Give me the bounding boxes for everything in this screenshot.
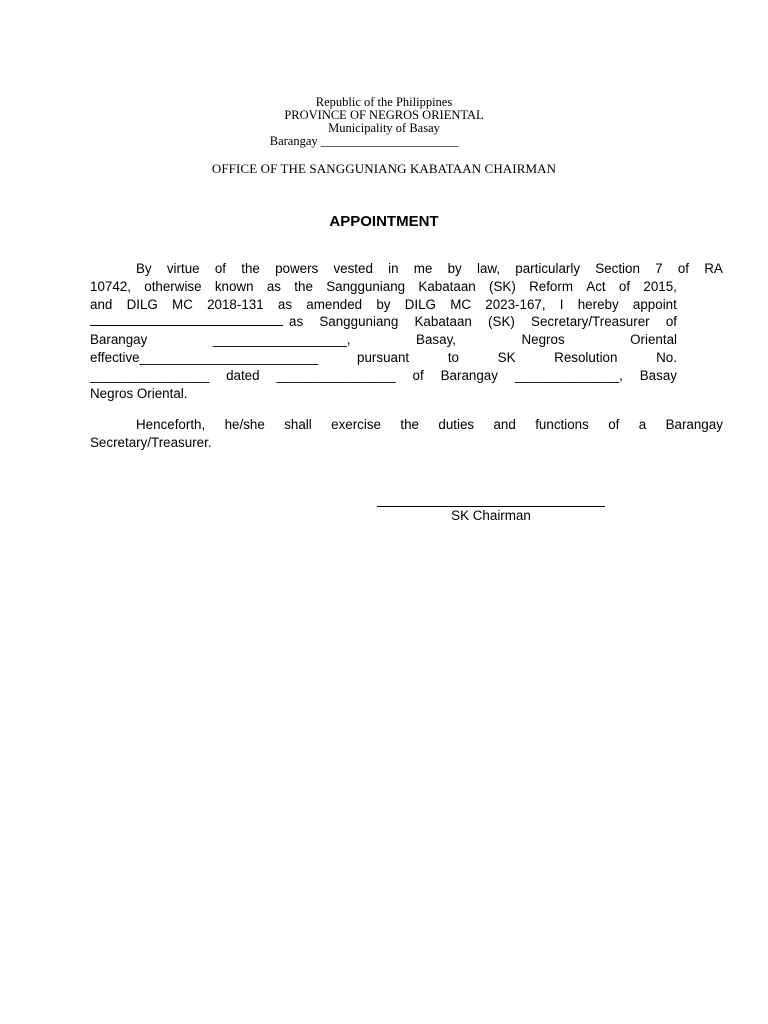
word: Secretary/Treasurer: [531, 314, 650, 330]
word: particularly: [515, 261, 581, 276]
paragraph-line: [90, 367, 677, 385]
word: effective________________________: [90, 349, 319, 365]
word: shall: [284, 417, 312, 432]
word: (SK): [488, 314, 515, 330]
word: ________________: [276, 367, 396, 383]
word: amended: [306, 296, 363, 312]
word: Oriental: [630, 332, 677, 348]
signature-label: SK Chairman: [451, 508, 531, 523]
municipality-line: Municipality of Basay: [328, 121, 440, 135]
word: of: [618, 278, 631, 294]
word: dated: [226, 367, 260, 383]
word: by: [376, 296, 391, 312]
word: __________________,: [212, 332, 351, 348]
word: as: [266, 278, 281, 294]
word: 10742,: [90, 278, 131, 294]
word: exercise: [331, 417, 381, 432]
word: by: [447, 261, 462, 276]
word: of: [665, 314, 677, 330]
paragraph-line-rest: [289, 313, 677, 331]
word: hereby: [577, 296, 619, 312]
word: 2023-167,: [485, 296, 546, 312]
word: DILG: [404, 296, 436, 312]
word: Resolution: [554, 349, 618, 365]
word: ________________: [90, 367, 210, 383]
barangay-line: Barangay ______________________: [269, 134, 459, 148]
signature-line: [377, 506, 605, 507]
paragraph-line: [90, 260, 723, 278]
word: Barangay: [665, 417, 723, 432]
word: Sangguniang: [326, 278, 406, 294]
word: of: [677, 261, 689, 276]
word: I: [559, 296, 564, 312]
office-title: OFFICE OF THE SANGGUNIANG KABATAAN CHAIRMAN: [211, 161, 557, 176]
word: Basay,: [416, 332, 456, 348]
word: 2015,: [643, 278, 677, 294]
paragraph-line-last: Negros Oriental.: [90, 385, 188, 401]
word: 2018-131: [207, 296, 264, 312]
word: (SK): [489, 278, 516, 294]
appointee-name-blank: [90, 313, 283, 326]
word: of: [412, 367, 424, 383]
province-line: PROVINCE OF NEGROS ORIENTAL: [284, 108, 484, 122]
paragraph-line: [90, 349, 677, 367]
word: 7: [655, 261, 663, 276]
word: MC: [172, 296, 193, 312]
document-header: [0, 96, 768, 148]
document-title: APPOINTMENT: [329, 213, 439, 230]
republic-line: Republic of the Philippines: [315, 95, 453, 109]
word: By: [136, 261, 152, 276]
word: duties: [438, 417, 475, 432]
paragraph-line: [90, 296, 677, 314]
word: Negros: [521, 332, 565, 348]
word: the: [241, 261, 260, 276]
word: of: [608, 417, 620, 432]
word: ______________,: [514, 367, 623, 383]
word: Reform: [529, 278, 573, 294]
word: Kabataan: [414, 314, 472, 330]
word: me: [413, 261, 433, 276]
word: powers: [275, 261, 319, 276]
word: Sangguniang: [319, 314, 399, 330]
word: appoint: [632, 296, 677, 312]
word: in: [388, 261, 399, 276]
word: Basay: [639, 367, 677, 383]
word: the: [400, 417, 419, 432]
word: known: [214, 278, 254, 294]
word: MC: [450, 296, 472, 312]
paragraph-line: [90, 331, 677, 349]
word: a: [638, 417, 647, 432]
word: and: [493, 417, 516, 432]
paragraph-line: [90, 313, 677, 331]
word: No.: [656, 349, 677, 365]
word: Barangay: [440, 367, 498, 383]
duties-paragraph: [90, 416, 723, 452]
word: vested: [333, 261, 373, 276]
appointment-paragraph: [90, 260, 723, 402]
word: as: [289, 314, 304, 330]
word: he/she: [224, 417, 265, 432]
word: and: [90, 296, 113, 312]
word: virtue: [166, 261, 200, 276]
word: DILG: [126, 296, 158, 312]
word: the: [294, 278, 313, 294]
word: Barangay: [90, 332, 148, 348]
word: RA: [704, 261, 723, 276]
word: to: [447, 349, 459, 365]
word: SK: [497, 349, 516, 365]
word: Henceforth,: [136, 417, 206, 432]
paragraph-line: [90, 278, 677, 296]
word: otherwise: [144, 278, 202, 294]
word: law,: [476, 261, 501, 276]
word: functions: [535, 417, 589, 432]
word: as: [277, 296, 293, 312]
paragraph-line: [90, 416, 723, 434]
word: Act: [586, 278, 606, 294]
word: Kabataan: [418, 278, 476, 294]
paragraph-line-last: Secretary/Treasurer.: [90, 434, 212, 450]
word: pursuant: [357, 349, 410, 365]
word: Section: [595, 261, 640, 276]
word: of: [214, 261, 226, 276]
